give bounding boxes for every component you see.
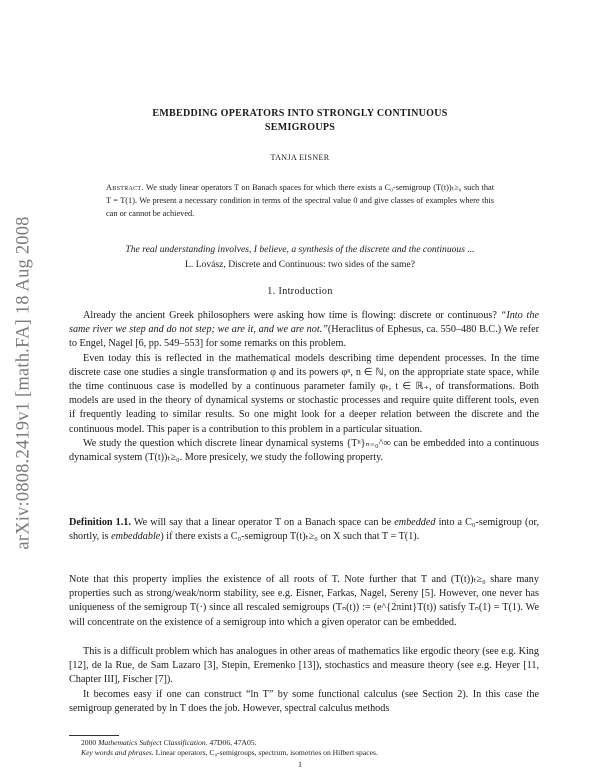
epigraph xyxy=(60,242,540,272)
keywords-text: Linear operators, C₀-semigroups, spectrum, isometries on Hilbert spaces. xyxy=(153,748,378,757)
para1-text-a: Already the ancient Greek philosophers were asking how time is flowing: discrete or continuous? xyxy=(83,310,501,321)
definition-1-1 xyxy=(69,516,539,544)
footnote-rule xyxy=(69,735,119,736)
arxiv-stamp xyxy=(6,168,42,598)
msc-year: 2000 xyxy=(81,738,99,747)
def-emph-embedded: embedded xyxy=(394,517,436,528)
epigraph-attribution: L. Lovász, Discrete and Continuous: two sides of the same? xyxy=(185,259,415,270)
definition-head: Definition 1.1. xyxy=(69,517,131,528)
msc-codes: 47D06, 47A05. xyxy=(207,738,257,747)
para1-text-b: (Heraclitus of Ephesus, ca. 550–480 B.C.) We refer to Engel, Nagel [6, pp. 549–553] for some remarks on this problem. xyxy=(69,324,539,350)
arxiv-id: arXiv:0808.2419v1 [math.FA] 18 Aug 2008 xyxy=(13,216,34,550)
keywords-label: Key words and phrases. xyxy=(81,748,154,757)
section-heading: 1. Introduction xyxy=(267,286,333,297)
paragraph-6 xyxy=(69,688,539,716)
title-line-2: SEMIGROUPS xyxy=(264,122,336,133)
msc-label: Mathematics Subject Classification. xyxy=(98,738,208,747)
paper-title xyxy=(100,107,500,135)
def-emph-embeddable: embeddable xyxy=(111,531,161,543)
paragraph-4-text: Note that this property implies the existence of all roots of T. Note further that T and (T(t))ₜ≥₀ share many properties such as strong/weak/norm stability, see e.g. Eisner, Farkas, Nagel, Sereny [5]. However, one never has uniqueness of the semigroup T(·) since all rescaled semigroups (Tₙ(t)) := (e^{2πint}T(t)) satisfy Tₙ(1) = T(1). We will concentrate on the existence of a semigroup into which a given operator can be embedded. xyxy=(69,574,539,628)
abstract-label: Abstract. xyxy=(106,183,144,192)
paragraph-6-text: It becomes easy if one can construct “ln T” by some functional calculus (see Section 2). In this case the semigroup generated by ln T does the job. However, spectral calculus methods xyxy=(69,689,539,715)
paragraph-5 xyxy=(69,645,539,688)
abstract-text: We study linear operators T on Banach spaces for which there exists a C₀-semigroup (T(t))ₜ≥₀ such that T = T(1). We present a necessary condition in terms of the spectral value 0 and give classes of examples where this can or cannot be achieved. xyxy=(106,183,494,218)
paragraph-3: We study the question which discrete linear dynamical systems {Tⁿ}ₙ₌₀^∞ can be embedded into a continuous dynamical system (T(t))ₜ≥₀. More presicely, we study the following property. xyxy=(69,437,539,464)
page-number: 1 xyxy=(298,760,302,769)
paragraph-1 xyxy=(69,309,539,352)
paragraph-2: Even today this is reflected in the mathematical models describing time dependent processes. In the time discrete case one studies a single transformation φ and its powers φⁿ, n ∈ ℕ, on the appropriate state space, while the time continuous case is modelled by a continuous parameter family φₜ, t ∈ ℝ₊, of transformations. Both models are used in the theory of dynamical systems or stochastic processes and require quite different tools, even if frequently leading to similar results. So one might look for a deeper relation between the discrete and the continuous model. This paper is a contribution to this problem in a particular situation. xyxy=(69,352,539,435)
def-text-a: We will say that a linear operator T on a Banach space can be xyxy=(130,517,395,528)
title-line-1: EMBEDDING OPERATORS INTO STRONGLY CONTINUOUS xyxy=(152,108,448,119)
def-text-b: into a C₀-semigroup (or, shortly, is xyxy=(69,517,539,543)
def-text-c: ) if there exists a C₀-semigroup T(t)ₜ≥₀ on X such that T = T(1). xyxy=(160,531,420,543)
paragraph-4 xyxy=(69,573,539,630)
footnote-keywords xyxy=(69,748,539,758)
abstract xyxy=(106,182,494,220)
heraclitus-quote: “Into the same river we step and do not step; we are it, and we are not.” xyxy=(69,310,539,336)
epigraph-quote: The real understanding involves, I believe, a synthesis of the discrete and the continuous ... xyxy=(125,244,475,255)
paragraph-5-text: This is a difficult problem which has analogues in other areas of mathematics like ergodic theory (see e.g. King [12], de la Rue, de Sam Lazaro [3], Stepin, Eremenko [13]), stochastics and measure theory (see e.g. Heyer [11, Chapter III], Fischer [7]). xyxy=(69,646,539,686)
intro-paragraphs xyxy=(69,309,539,465)
footnote-msc xyxy=(69,738,539,748)
author-name: TANJA EISNER xyxy=(270,153,330,162)
